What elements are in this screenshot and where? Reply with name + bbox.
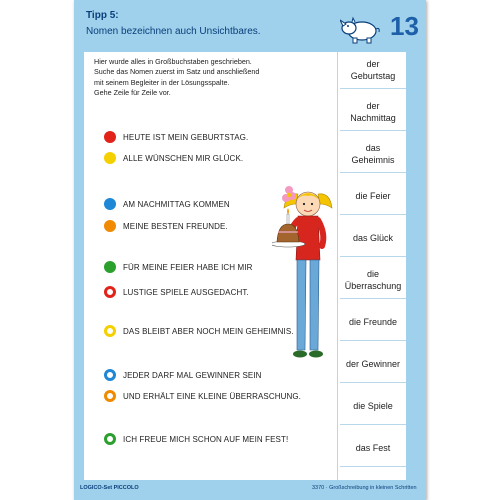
answer-line: die Spiele [353, 401, 393, 411]
sentence-text: ICH FREUE MICH SCHON AUF MEIN FEST! [123, 434, 289, 444]
footer-series-label: LOGICO-Set PICCOLO [80, 485, 139, 491]
color-dot[interactable] [104, 198, 116, 210]
footer-product-label: 3370 · Großschreibung in kleinen Schritten [312, 485, 417, 491]
worksheet-panel [84, 52, 406, 480]
sentence-text: LUSTIGE SPIELE AUSGEDACHT. [123, 287, 249, 297]
color-dot[interactable] [104, 220, 116, 232]
answer-line: Überraschung [344, 281, 402, 291]
tipp-subtitle: Nomen bezeichnen auch Unsichtbares. [86, 26, 261, 37]
sentence-row [104, 260, 252, 274]
answer-cell[interactable] [340, 388, 406, 425]
answer-line: Nachmittag [350, 113, 396, 123]
sentence-text: UND ERHÄLT EINE KLEINE ÜBERRASCHUNG. [123, 391, 302, 401]
instruction-line: Suche das Nomen zuerst im Satz und anschließend [94, 67, 260, 77]
answer-line: das Fest [355, 443, 391, 453]
sentence-row [104, 285, 249, 299]
sentence-text: ALLE WÜNSCHEN MIR GLÜCK. [123, 153, 244, 163]
answer-line: die Feier [355, 191, 391, 201]
sentence-row [104, 130, 248, 144]
instruction-line: mit seinem Begleiter in der Lösungsspalte. [94, 77, 230, 87]
answer-cell[interactable] [340, 304, 406, 341]
answer-cell[interactable] [340, 220, 406, 257]
instruction-line: Hier wurde alles in Großbuchstaben geschrieben. [94, 57, 252, 66]
sentence-text: FÜR MEINE FEIER HABE ICH MIR [123, 262, 253, 272]
color-dot[interactable] [104, 369, 116, 381]
tipp-title: Tipp 5: [86, 10, 119, 21]
sentence-row [104, 389, 301, 403]
color-dot[interactable] [104, 390, 116, 402]
answer-cell[interactable] [340, 430, 406, 467]
answer-cell[interactable] [340, 94, 406, 131]
answer-cell[interactable] [340, 52, 406, 89]
answer-line: der [366, 59, 380, 69]
answer-cell[interactable] [340, 262, 406, 299]
sentence-row [104, 324, 294, 338]
answer-line: Geheimnis [351, 155, 395, 165]
color-dot[interactable] [104, 325, 116, 337]
color-dot[interactable] [104, 261, 116, 273]
exercise-card [74, 0, 426, 500]
rhino-icon [340, 14, 382, 44]
color-dot[interactable] [104, 286, 116, 298]
answer-line: das Glück [352, 233, 394, 243]
card-number: 13 [390, 11, 419, 41]
sentence-text: DAS BLEIBT ABER NOCH MEIN GEHEIMNIS. [123, 326, 294, 336]
sentence-row [104, 432, 288, 446]
instructions [94, 57, 344, 99]
color-dot[interactable] [104, 152, 116, 164]
answer-line: Geburtstag [350, 71, 396, 81]
sentence-row [104, 219, 228, 233]
color-dot[interactable] [104, 131, 116, 143]
answer-line: der [366, 101, 380, 111]
answer-cell[interactable] [340, 346, 406, 383]
color-dot[interactable] [104, 433, 116, 445]
sentence-row [104, 151, 243, 165]
column-divider [337, 52, 338, 480]
girl-with-birthday-cake-icon [272, 174, 336, 370]
sentence-text: JEDER DARF MAL GEWINNER SEIN [123, 370, 262, 380]
sentence-text: MEINE BESTEN FREUNDE. [123, 221, 228, 231]
sentence-text: HEUTE IST MEIN GEBURTSTAG. [123, 132, 249, 142]
answer-line: die Freunde [348, 317, 398, 327]
sentence-text: AM NACHMITTAG KOMMEN [123, 199, 230, 209]
answer-cell[interactable] [340, 178, 406, 215]
sentence-row [104, 368, 262, 382]
answer-line: der Gewinner [345, 359, 401, 369]
instruction-line: Gehe Zeile für Zeile vor. [94, 88, 171, 98]
answer-line: die [366, 269, 379, 279]
answer-cell[interactable] [340, 136, 406, 173]
sentence-row [104, 197, 230, 211]
answer-line: das [365, 143, 381, 153]
